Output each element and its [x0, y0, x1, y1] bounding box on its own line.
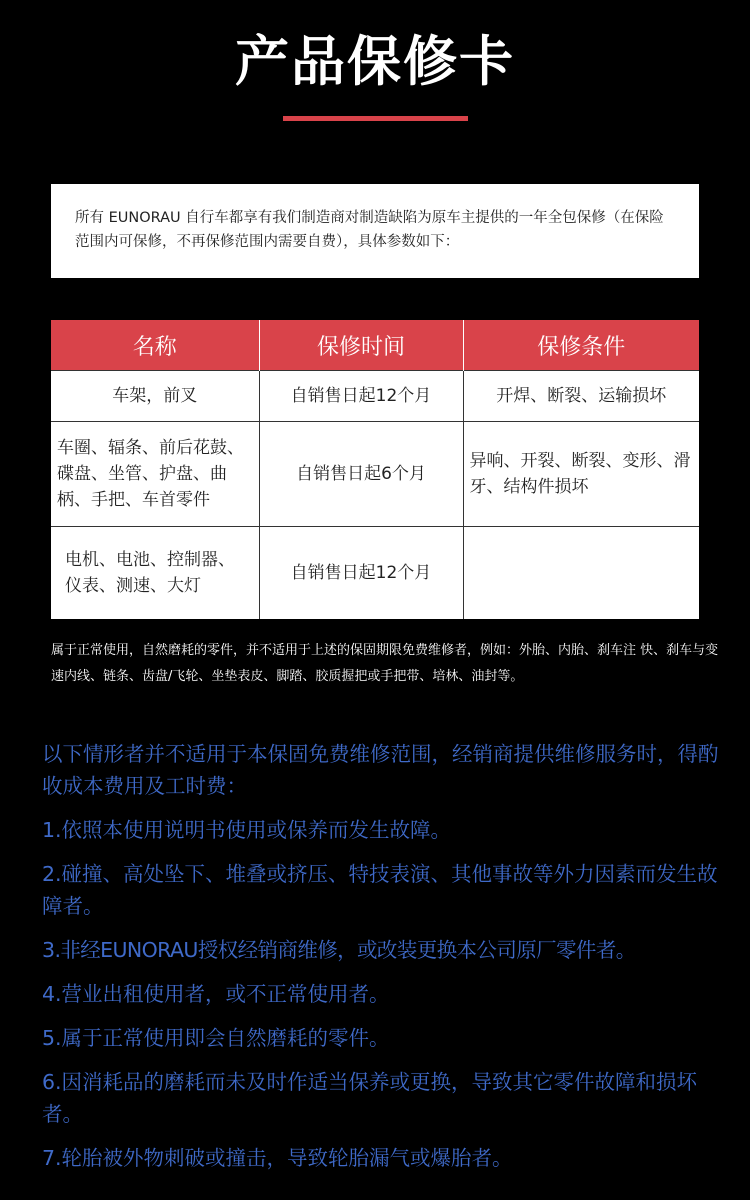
table-cell-part: 电机、电池、控制器、仪表、测速、大灯 — [51, 527, 259, 620]
header-warranty-condition: 保修条件 — [463, 320, 699, 371]
table-cell-condition: 异响、开裂、断裂、变形、滑牙、结构件损坏 — [463, 422, 699, 527]
exclusion-item: 6.因消耗品的磨耗而未及时作适当保养或更换，导致其它零件故障和损坏者。 — [42, 1070, 698, 1126]
table-cell-period: 自销售日起12个月 — [259, 371, 463, 422]
table-cell-period: 自销售日起12个月 — [259, 527, 463, 620]
header-name: 名称 — [51, 320, 259, 371]
table-header-row — [51, 320, 699, 371]
table-cell-condition: 开焊、断裂、运输损坏 — [463, 371, 699, 422]
warranty-table — [51, 320, 699, 619]
table-cell-period: 自销售日起6个月 — [259, 422, 463, 527]
exclusion-item: 5.属于正常使用即会自然磨耗的零件。 — [42, 1026, 390, 1050]
table-row — [51, 527, 699, 620]
exclusion-item: 2.碰撞、高处坠下、堆叠或挤压、特技表演、其他事故等外力因素而发生故障者。 — [42, 862, 718, 918]
exclusions-heading: 以下情形者并不适用于本保固免费维修范围，经销商提供维修服务时，得酌收成本费用及工时费： — [42, 742, 719, 798]
exclusion-item: 4.营业出租使用者，或不正常使用者。 — [42, 982, 390, 1006]
page-title: 产品保修卡 — [235, 30, 515, 93]
exclusion-item: 1.依照本使用说明书使用或保养而发生故障。 — [42, 818, 452, 842]
exclusion-item: 7.轮胎被外物刺破或撞击，导致轮胎漏气或爆胎者。 — [42, 1146, 513, 1170]
exclusions-list — [42, 738, 722, 1174]
table-row — [51, 422, 699, 527]
exclusion-note: 属于正常使用，自然磨耗的零件，并不适用于上述的保固期限免费维修者，例如：外胎、内胎、刹车注 快、刹车与变速内线、链条、齿盘/飞轮、坐垫表皮、脚踏、胶质握把或手把带、培林、油封等。 — [51, 643, 719, 684]
header-warranty-period: 保修时间 — [259, 320, 463, 371]
table-cell-part: 车圈、辐条、前后花鼓、碟盘、坐管、护盘、曲柄、手把、车首零件 — [51, 422, 259, 527]
table-row — [51, 371, 699, 422]
exclusion-item: 3.非经EUNORAU授权经销商维修，或改装更换本公司原厂零件者。 — [42, 938, 636, 962]
intro-box — [51, 184, 699, 278]
title-underline — [283, 116, 468, 121]
table-cell-condition — [463, 527, 699, 620]
table-cell-part: 车架，前叉 — [51, 371, 259, 422]
intro-text: 所有 EUNORAU 自行车都享有我们制造商对制造缺陷为原车主提供的一年全包保修（在保险范围内可保修，不再保修范围内需要自费），具体参数如下： — [75, 210, 664, 250]
